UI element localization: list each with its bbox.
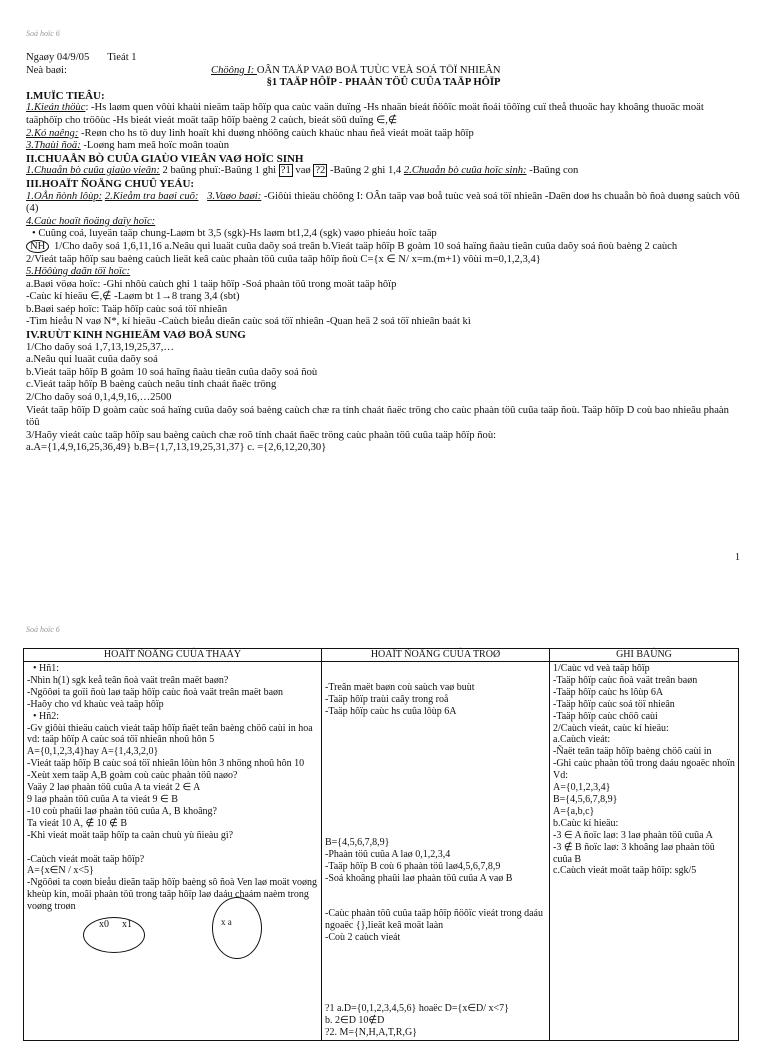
teacher-prep-mid: vaø — [292, 165, 314, 177]
board-line: -3 ∈ A ñoïc laø: 3 laø phaàn töû cuûa A — [553, 829, 713, 841]
chapter-prefix: Chöông I: — [211, 64, 257, 76]
board-line: b.Caùc kí hieäu: — [553, 817, 619, 829]
student-line — [325, 992, 546, 1004]
student-line: b. 2∈D 10∉D — [325, 1015, 385, 1027]
header-row — [26, 52, 741, 65]
page-number: 1 — [735, 552, 740, 563]
student-line: -Treân maët baøn coù saùch vaø buùt — [325, 682, 475, 693]
board-line: -Ñaët teân taäp hôïp baèng chöõ caùi in — [553, 746, 712, 758]
board-line: a.Caùch vieát: — [553, 734, 611, 746]
venn-right: x a — [221, 917, 232, 928]
teacher-line: • Hñ1: — [33, 663, 60, 674]
board-line: c.Caùch vieát moät taäp hôïp: sgk/5 — [553, 865, 697, 877]
header-student: HOAÏT ÑOÄNG CUÛA TROØ — [322, 649, 550, 662]
circled-mark: ÑH — [26, 240, 49, 253]
running-head-1: Soá hoïc 6 — [26, 29, 60, 38]
student-line — [325, 789, 546, 801]
question-box-2: ?2 — [315, 165, 326, 177]
exercise-1-text: 1/Cho daõy soá 1,6,11,16 a.Neâu qui luaät cuûa daõy soá treân b.Vieát taäp hôïp B goàm 10 soá haïng ñaàu tieân cuûa daõy soá ñoù baèng 2 caùch — [51, 240, 678, 252]
venn-left-b: x1 — [122, 919, 132, 931]
period: Tieát 1 — [107, 52, 137, 63]
chapter-name: OÂN TAÄP VAØ BOÅ TUÙC VEÀ SOÁ TÖÏ NHIEÂN — [256, 64, 501, 76]
teacher-prep-text-a: 2 baûng phuï:-Baûng 1 ghi — [159, 165, 279, 177]
skills-text: -Reøn cho hs tö duy linh hoaït khi duøng nhöõng caùch khaùc nhau ñeå vieát moät taäp hôïp — [78, 127, 474, 139]
student-line — [325, 980, 546, 992]
title-row — [26, 65, 741, 78]
student-line — [325, 956, 546, 968]
review-line: 1/Cho daõy soá 1,7,13,19,25,37,… — [26, 341, 175, 353]
student-line — [325, 777, 546, 789]
exercise-2: 2/Vieát taäp hôïp sau baèng caùch lieät keâ caùc phaàn töû cuûa taäp hôïp ñoù C={x ∈ N/ x=m.(m+1) vôùi m=0,1,2,3,4} — [26, 253, 541, 265]
teacher-line: Vaäy 2 laø phaàn töû cuûa A ta vieát 2 ∈ A — [27, 782, 201, 794]
student-line: -Caùc phaàn töû cuûa taäp hôïp ñöôïc vieát trong daáu ngoaëc {},lieät keâ moät laàn — [325, 908, 543, 932]
bullet-dot: • — [32, 228, 39, 240]
board-line: 1/Caùc vd veà taäp hôïp — [553, 663, 650, 674]
teacher-line: -Xeùt xem taäp A,B goàm coù caùc phaàn töû naøo? — [27, 770, 238, 782]
review-line: a.A={1,4,9,16,25,36,49} b.B={1,7,13,19,25,31,37} c. ={2,6,12,20,30} — [26, 442, 327, 454]
student-line — [325, 944, 546, 956]
teacher-line: Ta vieát 10 A, ∉ 10 ∉ B — [27, 817, 128, 829]
student-lines — [325, 682, 546, 1039]
board-line: -3 ∉ B ñoïc laø: 3 khoâng laø phaàn töû cuûa B — [553, 841, 715, 865]
bullet-line — [26, 228, 741, 241]
bullet-text: Cuûng coá, luyeän taäp chung-Laøm bt 3,5 (sgk)-Hs laøm bt1,2,4 (sgk) vaøo phieáu hoïc taäp — [38, 228, 437, 240]
student-line — [325, 718, 546, 730]
section-preparation: II.CHUAÅN BÒ CUÛA GIAÙO VIEÂN VAØ HOÏC SINH — [26, 152, 304, 165]
exercise-1 — [26, 241, 741, 254]
attitude-para — [26, 140, 741, 153]
teacher-prep-text-b: -Baûng 2 ghi 1,4 — [327, 165, 404, 177]
lesson-table — [23, 648, 739, 1041]
board-line: A={0,1,2,3,4} — [553, 782, 611, 794]
student-line: B={4,5,6,7,8,9} — [325, 836, 390, 848]
student-line: -Phaàn töû cuûa A laø 0,1,2,3,4 — [325, 848, 451, 860]
board-cell — [550, 662, 739, 1041]
attitude-label: 3.Thaùi ñoä: — [26, 140, 81, 152]
knowledge-label: 1.Kieán thöùc — [26, 102, 86, 114]
running-head-2: Soá hoïc 6 — [26, 625, 60, 634]
teacher-line: -Ngöôøi ta coøn bieåu dieãn taäp hôïp baèng sô ñoà Ven laø moät voøng kheùp kín, moãi phaàn töû trong taäp hôïp laø daáu chaám naèm trong voøng troøn — [27, 877, 318, 913]
section-review: IV.RUÙT KINH NGHIEÄM VAØ BOÅ SUNG — [26, 329, 246, 342]
teacher-line: vd: taäp hôïp A caùc soá töï nhieân nhoû hôn 5 — [27, 734, 215, 746]
board-line: -Taäp hôïp caùc ñoà vaät treân baøn — [553, 674, 698, 686]
student-line: -Taäp hôïp caùc hs cuûa lôùp 6A — [325, 705, 457, 717]
student-line — [325, 753, 546, 765]
teacher-line: -Ngöôøi ta goïi ñoù laø taäp hôïp caùc ñoà vaät treân maët baøn — [27, 686, 284, 698]
student-line — [325, 884, 546, 896]
teacher-line: -Nhìn h(1) sgk keå teân ñoà vaät treân maët baøn? — [27, 674, 229, 686]
teacher-line: -Caùch vieát moät taäp hôïp? — [27, 853, 145, 865]
teacher-line: A={0,1,2,3,4}hay A={1,4,3,2,0} — [27, 746, 159, 758]
page-1 — [26, 52, 741, 455]
student-line — [325, 765, 546, 777]
prep-para — [26, 165, 741, 178]
review-lines — [26, 342, 741, 455]
header-teacher: HOAÏT ÑOÄNG CUÛA THAÀY — [24, 649, 322, 662]
header-board: GHI BAÛNG — [550, 649, 739, 662]
review-line: c.Vieát taäp hôïp B baèng caùch neâu tính chaát ñaëc tröng — [26, 379, 277, 391]
student-line — [325, 896, 546, 908]
teacher-line: -Gv giôùi thieäu caùch vieát taäp hôïp ñaët teân baèng chöõ caùi in hoa — [27, 722, 313, 734]
teacher-line: -Vieát taäp hôïp B caùc soá töï nhieân lôùn hôn 3 nhöng nhoû hôn 10 — [27, 758, 305, 770]
board-line: -Taäp hôïp caùc chöõ caùi — [553, 710, 658, 722]
board-lines — [553, 663, 735, 877]
table-body-row — [24, 662, 739, 1041]
guide-a: a.Baøi vöøa hoïc: -Ghi nhôù caùch ghi 1 taäp hôïp -Soá phaàn töû trong moät taäp hôïp — [26, 278, 397, 290]
intro-text: -Giôùi thieäu chöông I: OÂn taäp vaø boå tuùc veà soá töï nhieân -Daën doø hs chuaån bò ñoà duøng saùch vôû (4) — [26, 190, 740, 215]
lesson-title: §1 TAÄP HÔÏP - PHAÀN TÖÛ CUÛA TAÄP HÔÏP — [266, 77, 501, 89]
knowledge-para — [26, 102, 741, 127]
date: Ngaøy 04/9/05 — [26, 52, 90, 63]
teacher-line: -Khi vieát moät taäp hôïp ta caàn chuù yù ñieàu gì? — [27, 829, 234, 841]
skills-para — [26, 128, 741, 141]
board-line: -Taäp hôïp caùc hs lôùp 6A — [553, 686, 664, 698]
guide-b2: -Tìm hieåu N vaø N*, kí hieäu -Caùch bieåu dieãn caùc soá töï nhieân -Quan heä 2 soá töï nhieân baát kì — [26, 316, 471, 328]
teacher-line: -Haõy cho vd khaùc veà taäp hôïp — [27, 698, 164, 710]
guide-b: b.Baøi saép hoïc: Taäp hôïp caùc soá töï nhieân — [26, 303, 228, 315]
review-line: Vieát taäp hôïp D goàm caùc soá haïng cuûa daõy soá baèng caùch chæ ra tính chaát ñaëc tröng cho caùc phaàn töû cuûa taäp ñoù. Taäp hôïp D coù bao nhieâu phaàn töû — [26, 404, 729, 429]
guide-a2: -Caùc kí hieäu ∈,∉ -Laøm bt 1→8 trang 3,4 (sbt) — [26, 291, 240, 303]
board-line: A={a,b,c} — [553, 805, 595, 817]
student-cell — [322, 662, 550, 1041]
guide-label: 5.Höôùng daãn töï hoïc: — [26, 266, 131, 278]
review-line: a.Neâu qui luaät cuûa daõy soá — [26, 354, 158, 366]
venn-left-a: x0 — [99, 919, 109, 931]
student-line: ?1 a.D={0,1,2,3,4,5,6} hoaëc D={x∈D/ x<7} — [325, 1003, 509, 1015]
teacher-line: A={x∈N / x<5} — [27, 865, 94, 877]
knowledge-text: : -Hs laøm quen vôùi khaùi nieäm taäp hôïp qua caùc vaän duïng -Hs nhaän bieát ñöôïc moät ñoái töôïng cuï theå thuoäc hay khoâng thuoäc moät taäphôïp cho tröôùc -Hs bieát vieát moät taäp hôïp baèng 2 caùch, bieát söû duïng ∈,∉ — [26, 102, 704, 126]
board-line: -Ghi caùc phaàn töû trong daáu ngoaëc nhoïn Vd: — [553, 758, 735, 782]
chapter-title — [211, 65, 501, 78]
venn-set-a — [83, 917, 145, 953]
question-box-1: ?1 — [280, 165, 291, 177]
board-line: B={4,5,6,7,8,9} — [553, 793, 618, 805]
teacher-cell — [24, 662, 322, 1041]
venn-diagram — [27, 913, 318, 937]
teacher-line — [27, 842, 318, 854]
student-line: -Taäp hôïp traùi caây trong roå — [325, 693, 449, 705]
student-line — [325, 813, 546, 825]
board-line: -Taäp hôïp caùc soá töï nhieân — [553, 698, 675, 710]
student-line — [325, 825, 546, 837]
student-line — [325, 968, 546, 980]
checkup-label: 2.Kieåm tra baøi cuõ: — [104, 190, 199, 202]
review-line: 3/Haõy vieát caùc taäp hôïp sau baèng caùch chæ roõ tính chaát ñaëc tröng caùc phaàn töû cuûa taäp hôïp ñoù: — [26, 429, 497, 441]
venn-set-b — [212, 897, 262, 959]
student-line — [325, 742, 546, 754]
teacher-prep-label: 1.Chuaån bò cuûa giaùo vieân: — [26, 165, 160, 177]
student-prep-label: 2.Chuaån bò cuûa hoïc sinh: — [403, 165, 527, 177]
teacher-line: 9 laø phaàn töû cuûa A ta vieát 9 ∈ B — [27, 793, 178, 805]
student-line — [325, 730, 546, 742]
new-lesson-label: Neà baøi: — [26, 64, 67, 76]
teacher-line: -10 coù phaûi laø phaàn töû cuûa A, B khoâng? — [27, 805, 217, 817]
skills-label: 2.Kó naêng: — [26, 127, 79, 139]
student-line: -Soá khoâng phaûi laø phaàn töû cuûa A vaø B — [325, 872, 513, 884]
review-line: 2/Cho daõy soá 0,1,4,9,16,…2500 — [26, 392, 172, 404]
student-line — [325, 801, 546, 813]
attitude-text: -Loøng ham meâ hoïc moân toaùn — [80, 140, 230, 152]
new-lesson-intro-label: 3.Vaøo baøi: — [207, 190, 262, 202]
activities-label: 4.Caùc hoaït ñoäng daïy hoïc: — [26, 215, 156, 227]
board-line: 2/Caùch vieát, caùc kí hieäu: — [553, 722, 669, 734]
section-activities: III.HOAÏT ÑOÄNG CHUÛ YEÁU: — [26, 177, 195, 190]
student-line: -Taäp hôïp B coù 6 phaàn töû laø4,5,6,7,8,9 — [325, 860, 501, 872]
stabilize-label: 1.OÅn ñònh lôùp: — [26, 190, 103, 202]
table-header-row — [24, 649, 739, 662]
section-objectives: I.MUÏC TIEÂU: — [26, 89, 105, 102]
student-line: ?2. M={N,H,A,T,R,G} — [325, 1027, 417, 1039]
teacher-lines — [27, 663, 318, 913]
student-prep-text: -Baûng con — [526, 165, 579, 177]
student-line: -Coù 2 caùch vieát — [325, 932, 401, 944]
teacher-line: • Hñ2: — [33, 710, 60, 722]
review-line: b.Vieát taäp hôïp B goàm 10 soá haïng ñaàu tieân cuûa daõy soá ñoù — [26, 366, 318, 378]
intro-para — [26, 191, 741, 216]
